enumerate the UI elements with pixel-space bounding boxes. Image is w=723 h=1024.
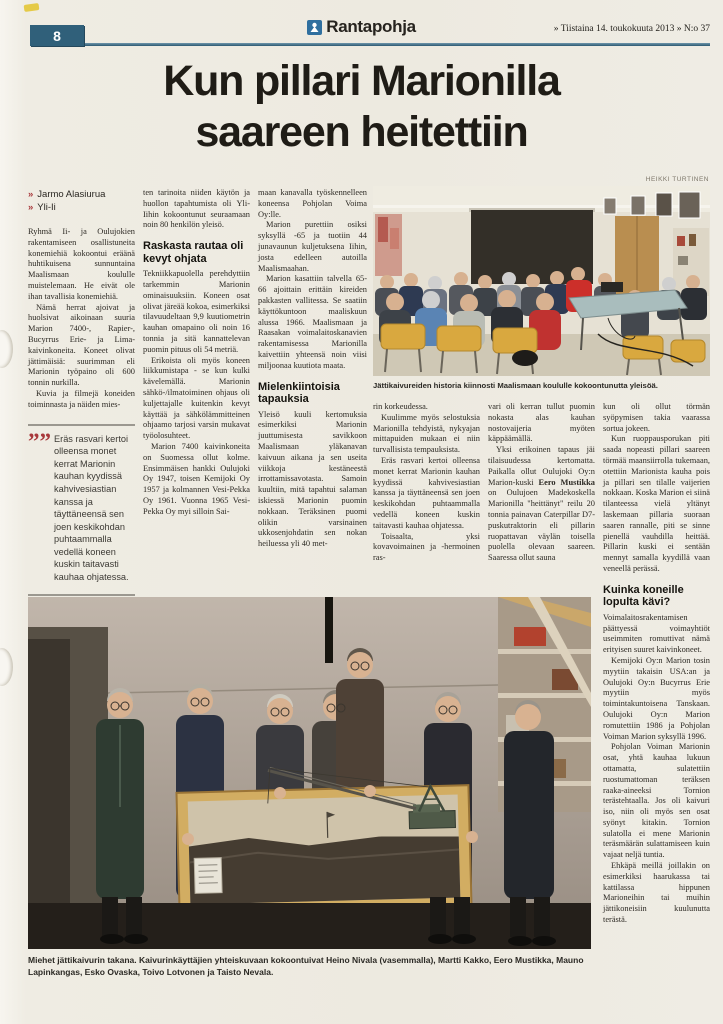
paragraph-fragment: on Oulujoen Madekoskella Marionilla "heittänyt" reilu 20 tonnia painavan Caterpillar D7-puskutraktorin eli pillarin ruopattavan väylän toisella puolella olevaan saareen. Saaressa ollut sauna [488,488,595,563]
byline-author: Jarmo Alasiurua [37,189,106,200]
subheading: Raskasta rautaa oli kevyt ohjata [143,240,244,265]
body-column-5 [488,402,595,564]
paragraph [488,445,595,564]
paragraph: Erikoista oli myös koneen liikkumistapa - se kun kulki kävelemällä. Marionin sähkö-/ilmatoiminen ohjaus oli kuljettajalle kuitenkin kevyt käyttää ja sähkölämmitteinen ohjaamo tarjosi varsin mukavat työolosuhteet. [143,355,250,441]
punch-hole [0,648,13,686]
body-column-6 [603,402,710,926]
paragraph: Ehkäpä meillä joillakin on esimerkiksi haarukassa tai kattilassa hippunen Marioneihin tai muihin jättikoneisiin kuulunutta terästä. [603,861,710,925]
headline-line1: Kun pillari Marionilla [163,57,560,105]
group-photo-art [28,597,591,949]
body-column-1 [28,188,135,596]
paragraph: Nämä herrat ajoivat ja huolsivat aikoinaan suuria Marion 7400-, Rapier-, Bucyrrus Erie- ja Lima-kaivinkoneita. Koneet olivat jättimäisiä: suurimman eli Marionin työpaino oli 600 tonnin nurkilla. [28,302,135,388]
pull-quote-text: Eräs rasvari kertoi olleensa monet kerrat Marionin kauhan kyydissä kahvivesiastian kanssa ja täyttäneensä sen joen keskikohdan puhtaammalla vedellä koneen kuskin taitavasti kauhaa ohjatessa. [54,433,129,583]
audience-photo [373,186,710,376]
group-photo [28,597,591,949]
byline-marker: » [28,202,34,213]
punch-hole [0,330,13,368]
scan-mark [24,3,40,12]
dateline: » Tiistaina 14. toukokuuta 2013 » N:o 37 [553,24,710,34]
pull-quote [28,424,135,596]
paragraph: Marion kasattiin talvella 65-66 ajoittain erittäin kireiden pakkasten vallitessa. Se saatiin käyttökuntoon maaliskuun alussa 1966. Maalismaan ja Raasakan voimalaitoskanavien rakentamisessa Marionilla kaivettiin yhteensä noin viisi miljoonaa kuutiota maata. [258,274,367,370]
paragraph: Yleisö kuuli kertomuksia esimerkiksi Marionin juuttumisesta savikkoon Maalismaan yläkanavan kaivuun aikana ja sen useita viikkoja kestäneestä irrottamissavotasta. Samoin kuultiin, mitä tapahtui salaman iskiessä Marionin puomin nokkaan. Teräksinen puomi olikin varsinainen ukkosenjohdatin sen nokan heiluessa yli 40 met- [258,409,367,549]
paragraph: Kun ruoppausporukan piti saada nopeasti pillari saareen törmää maansiirrolla tukemaan, otettiin Marionista kauha pois ja pillari sen tilalle vaijerien nokkaan. Koska Marion ei siinä tilanteessa vielä yltänyt laskemaan pillaria suoraan saaren rannalle, piti se sinne pienellä vauhdilla heittää. Pillarin kuski ei sentään mennyt samalla kyydillä vaan veneellä perässä. [603,434,710,573]
brand-name: Rantapohja [326,17,416,36]
paragraph: Pohjolan Voiman Marionin osat, yhtä kauhaa lukuun ottamatta, sulatettiin ruostumattoman teräksen raaka-aineeksi Tornion terästehtaalla. Jos oli kaivuri iso, niin oli myös sen osat syönyt kitakin. Tornion sulatolla ei mene Marionin teräsmäärän sulattamiseen kuin vajaat neljä tuntia. [603,742,710,860]
paragraph: ten tarinoita niiden käytön ja huollon tapahtumista oli Yli-Iihin kokoontunut seuraamaan noin 80 henkilön yleisö. [143,188,250,230]
paragraph: Toisaalta, yksi kovavoimainen ja -hermoinen ras- [373,531,480,563]
byline-marker: » [28,189,34,200]
paragraph: Kuvia ja filmejä koneiden toiminnasta ja näiden mies- [28,388,135,409]
paragraph: vari oli kerran tullut puomin nokasta alas kauhan nostovaijeria myöten käppäämällä. [488,402,595,444]
body-column-2 [143,188,250,518]
paragraph: kun oli ollut törmän syöpymisen takia vaarassa sortua jokeen. [603,402,710,433]
subheading: Kuinka koneille lopulta kävi? [603,583,684,609]
highlighted-name: Eero Mustikka [538,477,595,487]
headline-line2: saareen heitettiin [195,108,528,156]
paragraph: Kuulimme myös selostuksia Marionilla tehdyistä, nykyajan mittapuiden mukaan ei niin turvallisista tempauksista. [373,412,480,455]
paragraph: Eräs rasvari kertoi olleensa monet kerrat Marionin kauhan kyydissä kahvivesiastian kanssa ja täyttäneensä sen joen keskikohdan puhtaammalla vedellä koneen kuskin taitavasti kauhaa ohjatessa. [373,455,480,530]
header-rule [30,43,710,46]
body-column-4 [373,402,480,564]
photographer-credit: HEIKKI TURTINEN [645,176,709,183]
rantapohja-logo-icon [307,20,322,35]
paragraph: Marion purettiin osiksi syksyllä -65 ja tuotiin 44 junavaunun kuljetuksena Iihin, josta edelleen autoilla Maalismaahan. [258,220,367,273]
audience-photo-art [373,186,710,376]
paragraph: Kemijoki Oy:n Marion tosin myytiin takaisin USA:an ja Oulujoki Oy:n Bucyrrus Erie myytiin myös toimintakuntoisena Tanskaan. Oulujoki Oy:n Marion romutettiin 1986 ja Pohjolan Voiman Marion syksyllä 1996. [603,655,710,741]
paragraph: Marion 7400 kaivinkoneita on Suomessa ollut kolme. Ensimmäisen hankki Oulujoki Oy 1947, toisen Kemijoki Oy 1957 ja kolmannen Vesi-Pekka Oy 1961. Vuonna 1965 Vesi-Pekka Oy myi silloin Sai- [143,441,250,516]
headline [0,56,723,158]
top-photo-caption: Jättikaivureiden historia kiinnosti Maalismaan koululle kokoontunutta yleisöä. [373,381,658,390]
paragraph: rin korkeudessa. [373,402,428,411]
paragraph-fragment: Yksi erikoinen tapaus jäi tilaisuudessa kertomatta. Paikalla ollut Oulujoki Oy:n Marion-kuski [488,445,595,487]
subheading: Mielenkiintoisia tapauksia [258,380,340,406]
byline [28,188,135,214]
paragraph: Ryhmä Ii- ja Oulujokien rakentamiseen osallistuneita konemiehiä kokoontui eräänä huhtikuisena sunnuntaina Maalismaan koululle muistelemaan. He eivät ole ihan tavallisia konemiehiä. [28,227,135,301]
quote-icon: ”” [28,428,51,454]
paragraph: Tekniikkapuolella perehdyttiin tarkemmin Marionin ominaisuuksiin. Koneen osat olivat järeää kokoa, esimerkiksi tilavuudeltaan 9,9 kuutiometrin kauhan omapaino oli noin 16 tonnia ja sitä kannattelevan puomin pituus oli 54 metriä. [143,269,250,354]
paragraph: Voimalaitosrakentamisen päättyessä voimayhtiöt useimmiten romuttivat nämä erityisen suuret kaivinkoneet. [603,612,710,655]
body-column-3 [258,188,367,550]
paragraph: maan kanavalla työskennelleen koneensa Pohjolan Voima Oy:lle. [258,188,367,219]
bottom-photo-caption: Miehet jättikaivurin takana. Kaivurinkäyttäjien yhteiskuvaan kokoontuivat Heino Nivala (vasemmalla), Martti Kakko, Eero Mustikka, Mauno Lapinkangas, Esko Ovaska, Toivo Lotvonen ja Taisto Nevala. [28,955,584,977]
page-number: 8 [53,27,61,44]
byline-location: Yli-Ii [37,202,56,213]
